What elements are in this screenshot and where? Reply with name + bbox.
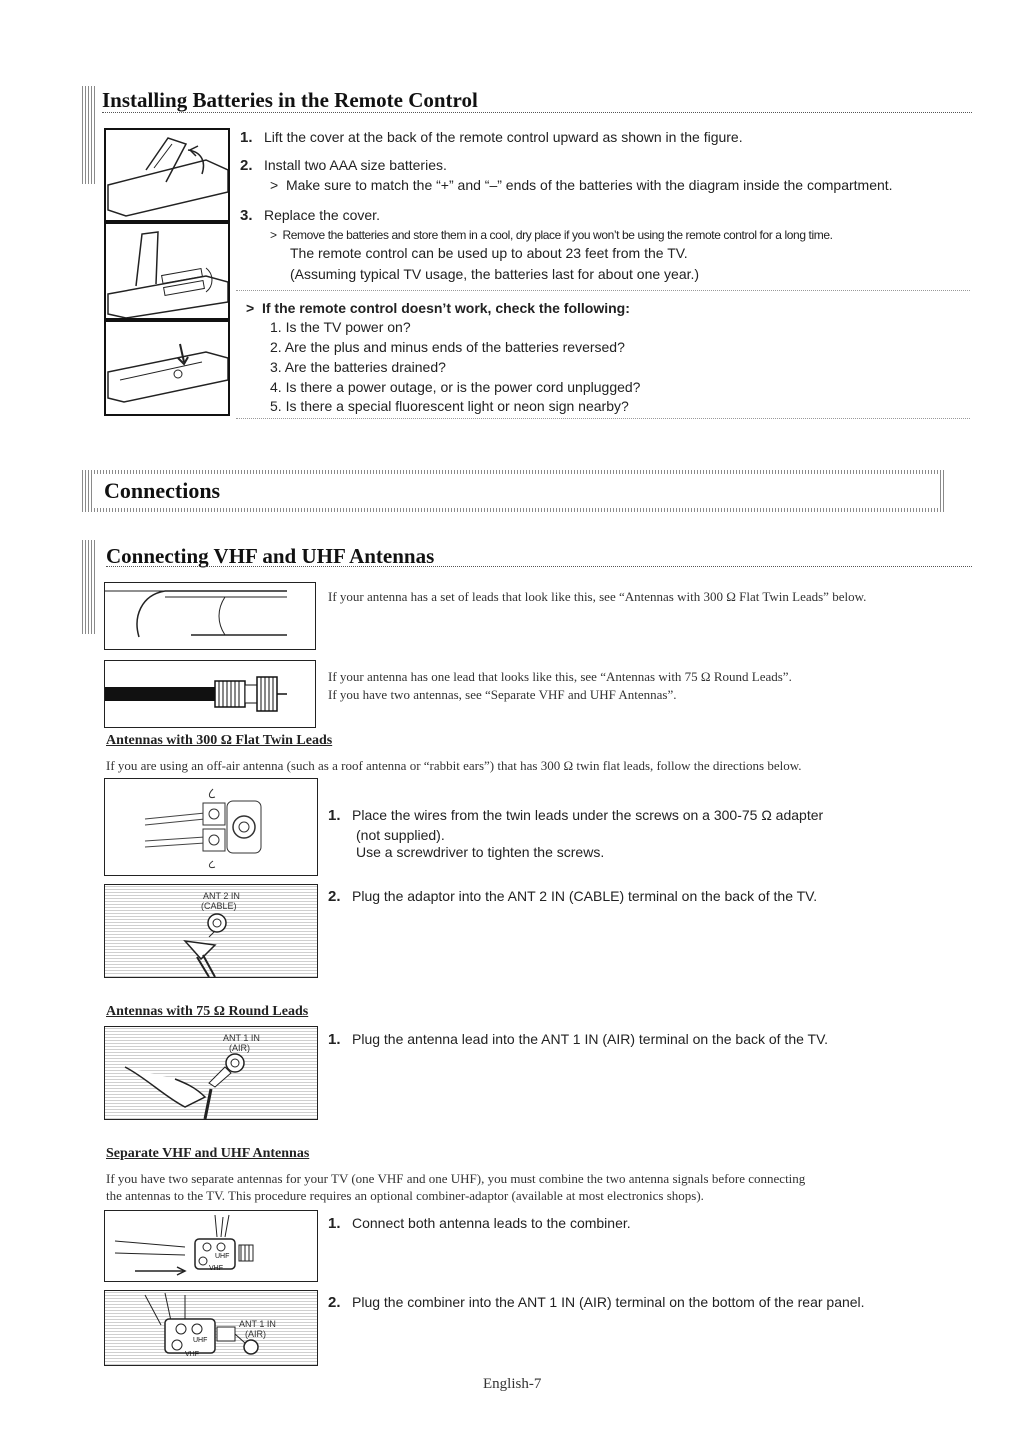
- flat-step-1-cont: (not supplied).: [356, 827, 445, 843]
- flat-lead-intro: If your antenna has a set of leads that look like this, see “Antennas with 300 Ω Flat Twin Leads” below.: [328, 589, 867, 604]
- battery-range-note: The remote control can be used up to about 23 feet from the TV.: [290, 245, 688, 261]
- uhf-label: UHF: [193, 1337, 208, 1344]
- divider: [106, 566, 972, 567]
- terminal-label: ANT 1 IN: [239, 1319, 276, 1329]
- terminal-label: ANT 2 IN: [203, 891, 240, 901]
- check-item: 4. Is there a power outage, or is the power cord unplugged?: [270, 379, 641, 395]
- uhf-label: UHF: [215, 1253, 230, 1260]
- figure-round-lead: [104, 660, 316, 728]
- check-divider: [236, 290, 970, 291]
- check-title: > If the remote control doesn’t work, check the following:: [246, 300, 630, 316]
- battery-step-3-note: > Remove the batteries and store them in a cool, dry place if you won’t be using the remote control for a long time.: [270, 228, 833, 242]
- battery-step-2: 2. Install two AAA size batteries.: [240, 157, 447, 174]
- separate-step-1: 1. Connect both antenna leads to the combiner.: [328, 1215, 631, 1232]
- figure-flat-twin-lead: [104, 582, 316, 650]
- check-item: 1. Is the TV power on?: [270, 319, 411, 335]
- section-title: Connecting VHF and UHF Antennas: [106, 544, 435, 568]
- section-marker: [82, 540, 96, 634]
- check-item: 3. Are the batteries drained?: [270, 359, 446, 375]
- flat-step-2: 2. Plug the adaptor into the ANT 2 IN (CABLE) terminal on the back of the TV.: [328, 888, 818, 905]
- separate-desc: the antennas to the TV. This procedure requires an optional combiner-adaptor (available at most electronics shops).: [106, 1188, 704, 1203]
- terminal-label: (AIR): [229, 1043, 250, 1053]
- divider: [102, 112, 972, 113]
- figure-ant1-terminal: [104, 1026, 318, 1120]
- check-item: 5. Is there a special fluorescent light or neon sign nearby?: [270, 398, 629, 414]
- vhf-label: VHF: [209, 1265, 223, 1272]
- section-marker: [82, 86, 96, 184]
- figure-remote-close: [104, 320, 230, 416]
- figure-remote-cover: [104, 128, 230, 222]
- page-number: English-7: [483, 1376, 542, 1392]
- battery-step-3: 3. Replace the cover.: [240, 207, 380, 224]
- flat-step-1-cont: Use a screwdriver to tighten the screws.: [356, 844, 605, 860]
- round-step-1: 1. Plug the antenna lead into the ANT 1 IN (AIR) terminal on the back of the TV.: [328, 1031, 829, 1048]
- separate-heading: Separate VHF and UHF Antennas: [106, 1146, 310, 1161]
- check-item: 2. Are the plus and minus ends of the batteries reversed?: [270, 339, 625, 355]
- separate-step-2: 2. Plug the combiner into the ANT 1 IN (AIR) terminal on the bottom of the rear panel.: [328, 1294, 865, 1311]
- terminal-label: (AIR): [245, 1329, 266, 1339]
- round-leads-heading: Antennas with 75 Ω Round Leads: [106, 1004, 309, 1019]
- flat-step-1: 1. Place the wires from the twin leads under the screws on a 300-75 Ω adapter: [328, 807, 824, 824]
- battery-step-1: 1. Lift the cover at the back of the remote control upward as shown in the figure.: [240, 129, 743, 146]
- terminal-label: (CABLE): [201, 901, 237, 911]
- separate-desc: If you have two separate antennas for your TV (one VHF and one UHF), you must combine the two antenna signals before connecting: [106, 1171, 806, 1186]
- terminal-label: ANT 1 IN: [223, 1033, 260, 1043]
- figure-ant2-terminal: [104, 884, 318, 978]
- connections-title: Connections: [104, 478, 221, 503]
- battery-life-note: (Assuming typical TV usage, the batteries last for about one year.): [290, 266, 700, 282]
- flat-leads-desc: If you are using an off-air antenna (such as a roof antenna or “rabbit ears”) that has 300 Ω twin flat leads, follow the directions below.: [106, 758, 802, 773]
- figure-combiner: [104, 1210, 318, 1282]
- figure-remote-batteries: [104, 222, 230, 320]
- check-bottom-divider: [236, 418, 970, 419]
- figure-adapter: [104, 778, 318, 876]
- section-title: Installing Batteries in the Remote Control: [102, 88, 478, 112]
- flat-leads-heading: Antennas with 300 Ω Flat Twin Leads: [106, 733, 333, 748]
- round-lead-intro: If your antenna has one lead that looks like this, see “Antennas with 75 Ω Round Leads”.: [328, 669, 792, 684]
- figure-combiner-terminal: [104, 1290, 318, 1366]
- two-antennas-intro: If you have two antennas, see “Separate VHF and UHF Antennas”.: [328, 687, 677, 702]
- vhf-label: VHF: [185, 1351, 199, 1358]
- battery-step-2-note: > Make sure to match the “+” and “–” ends of the batteries with the diagram inside the compartment.: [270, 177, 893, 193]
